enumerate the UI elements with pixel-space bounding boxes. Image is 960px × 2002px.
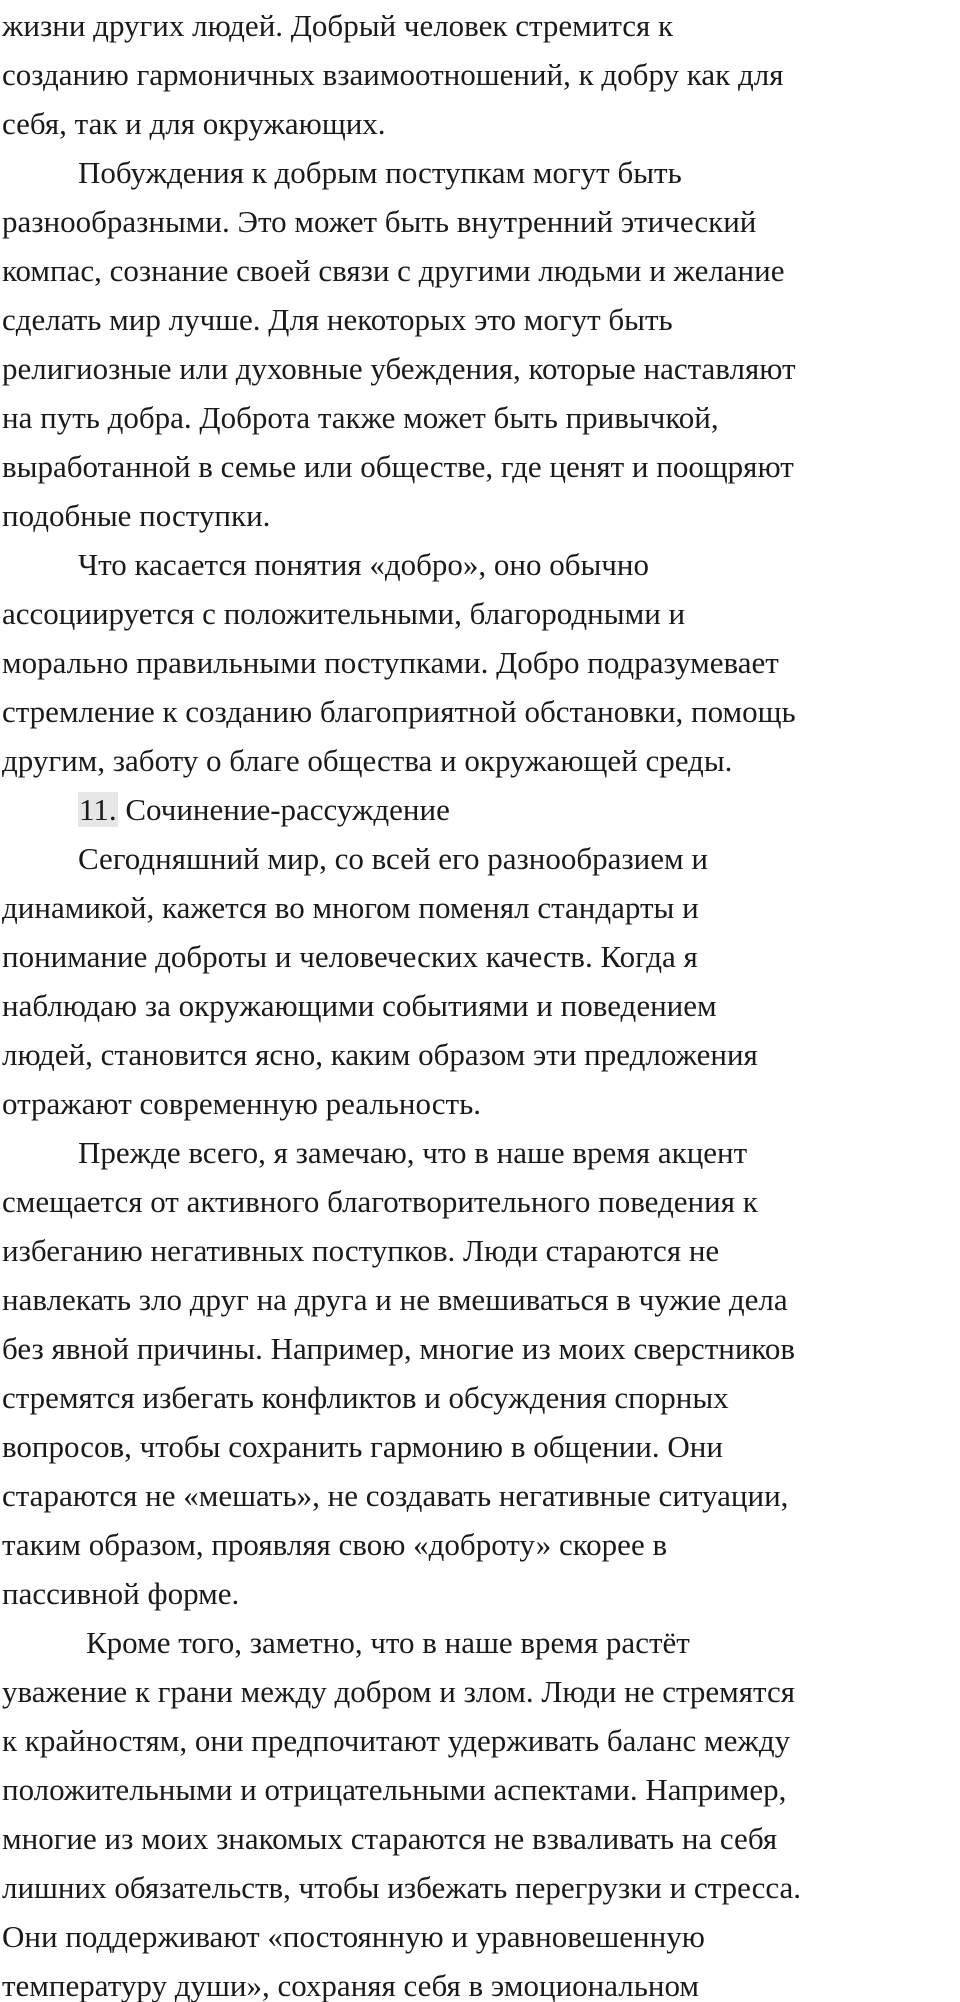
text-line: динамикой, кажется во многом поменял стандарты и (2, 890, 699, 925)
text-line: вопросов, чтобы сохранить гармонию в общении. Они (2, 1429, 723, 1464)
text-line: компас, сознание своей связи с другими людьми и желание (2, 253, 785, 288)
text-line: жизни других людей. Добрый человек стремится к (2, 8, 674, 43)
text-line: стараются не «мешать», не создавать негативные ситуации, (2, 1478, 789, 1513)
text-line: к крайностям, они предпочитают удерживать баланс между (2, 1723, 791, 1758)
section-number: 11. (79, 792, 117, 827)
text-line: выработанной в семье или обществе, где ценят и поощряют (2, 449, 794, 484)
text-line: многие из моих знакомых стараются не взваливать на себя (2, 1821, 778, 1856)
text-line: лишних обязательств, чтобы избежать перегрузки и стресса. (2, 1870, 802, 1905)
text-line: навлекать зло друг на друга и не вмешиваться в чужие дела (2, 1282, 788, 1317)
text-line: другим, заботу о благе общества и окружающей среды. (2, 743, 733, 778)
text-line: стремятся избегать конфликтов и обсуждения спорных (2, 1380, 729, 1415)
paragraph-first-line: Что касается понятия «добро», оно обычно (78, 547, 649, 582)
text-line: на путь добра. Доброта также может быть привычкой, (2, 400, 719, 435)
text-line: морально правильными поступками. Добро подразумевает (2, 645, 779, 680)
text-line: Они поддерживают «постоянную и уравновешенную (2, 1919, 705, 1954)
text-line: избеганию негативных поступков. Люди стараются не (2, 1233, 720, 1268)
text-line: пассивной форме. (2, 1576, 240, 1611)
text-line: наблюдаю за окружающими событиями и поведением (2, 988, 717, 1023)
text-line: отражают современную реальность. (2, 1086, 481, 1121)
section-title: Сочинение-рассуждение (125, 792, 450, 827)
text-line: уважение к грани между добром и злом. Люди не стремятся (2, 1674, 795, 1709)
text-line: разнообразными. Это может быть внутренний этический (2, 204, 757, 239)
text-line: стремление к созданию благоприятной обстановки, помощь (2, 694, 796, 729)
paragraph-first-line: Кроме того, заметно, что в наше время растёт (86, 1625, 690, 1660)
text-line: себя, так и для окружающих. (2, 106, 386, 141)
text-line: таким образом, проявляя свою «доброту» скорее в (2, 1527, 668, 1562)
text-line: положительными и отрицательными аспектами. Например, (2, 1772, 787, 1807)
section-heading (78, 790, 450, 830)
text-line: ассоциируется с положительными, благородными и (2, 596, 686, 631)
paragraph-first-line: Прежде всего, я замечаю, что в наше время акцент (78, 1135, 748, 1170)
text-line: без явной причины. Например, многие из моих сверстников (2, 1331, 796, 1366)
text-line: понимание доброты и человеческих качеств. Когда я (2, 939, 698, 974)
text-line: подобные поступки. (2, 498, 271, 533)
paragraph-first-line: Сегодняшний мир, со всей его разнообразием и (78, 841, 708, 876)
text-line: сделать мир лучше. Для некоторых это могут быть (2, 302, 673, 337)
text-line: людей, становится ясно, каким образом эти предложения (2, 1037, 758, 1072)
text-line: смещается от активного благотворительного поведения к (2, 1184, 758, 1219)
text-line: температуру души», сохраняя себя в эмоциональном (2, 1968, 700, 2002)
paragraph-first-line: Побуждения к добрым поступкам могут быть (78, 155, 682, 190)
text-line: религиозные или духовные убеждения, которые наставляют (2, 351, 796, 386)
text-line: созданию гармоничных взаимоотношений, к добру как для (2, 57, 784, 92)
